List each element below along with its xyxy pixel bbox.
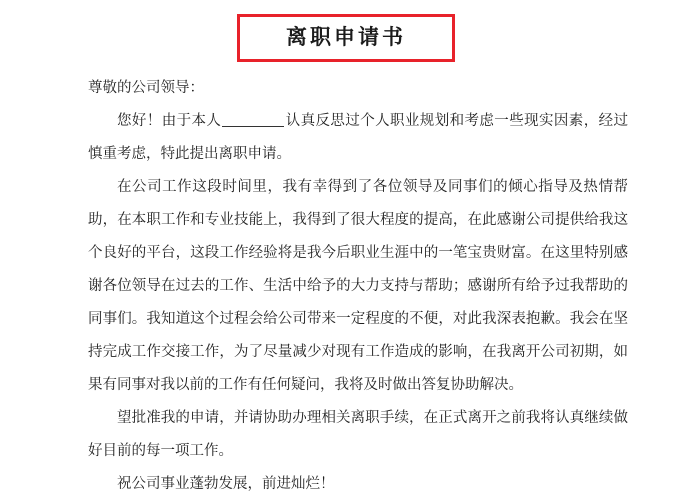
- paragraph-4: 祝公司事业蓬勃发展，前进灿烂！: [117, 476, 335, 492]
- document-body: [88, 72, 628, 501]
- paragraph-1-before-blank: 您好！由于本人: [117, 113, 222, 129]
- paragraph-1: [88, 105, 628, 171]
- document-title-container: [0, 14, 692, 62]
- page-title: 离职申请书: [286, 24, 406, 49]
- salutation-line: 尊敬的公司领导：: [88, 80, 204, 96]
- paragraph-1-after-blank: 认真反思过个人职业规划和考虑一些现实因素，经过慎重考虑，特此提出离职申请。: [88, 113, 629, 162]
- paragraph-3: 望批准我的申请，并请协助办理相关离职手续，在正式离开之前我将认真继续做好目前的每一项工作。: [88, 410, 628, 459]
- fill-in-blank: [222, 112, 284, 127]
- paragraph-2: 在公司工作这段时间里，我有幸得到了各位领导及同事们的倾心指导及热情帮助，在本职工作和专业技能上，我得到了很大程度的提高，在此感谢公司提供给我这个良好的平台，这段工作经验将是我今后职业生涯中的一笔宝贵财富。在这里特别感谢各位领导在过去的工作、生活中给予的大力支持与帮助；感谢所有给予过我帮助的同事们。我知道这个过程会给公司带来一定程度的不便，对此我深表抱歉。我会在坚持完成工作交接工作，为了尽量减少对现有工作造成的影响，在我离开公司初期，如果有同事对我以前的工作有任何疑问，我将及时做出答复协助解决。: [88, 179, 628, 393]
- title-highlight-box: [237, 14, 455, 62]
